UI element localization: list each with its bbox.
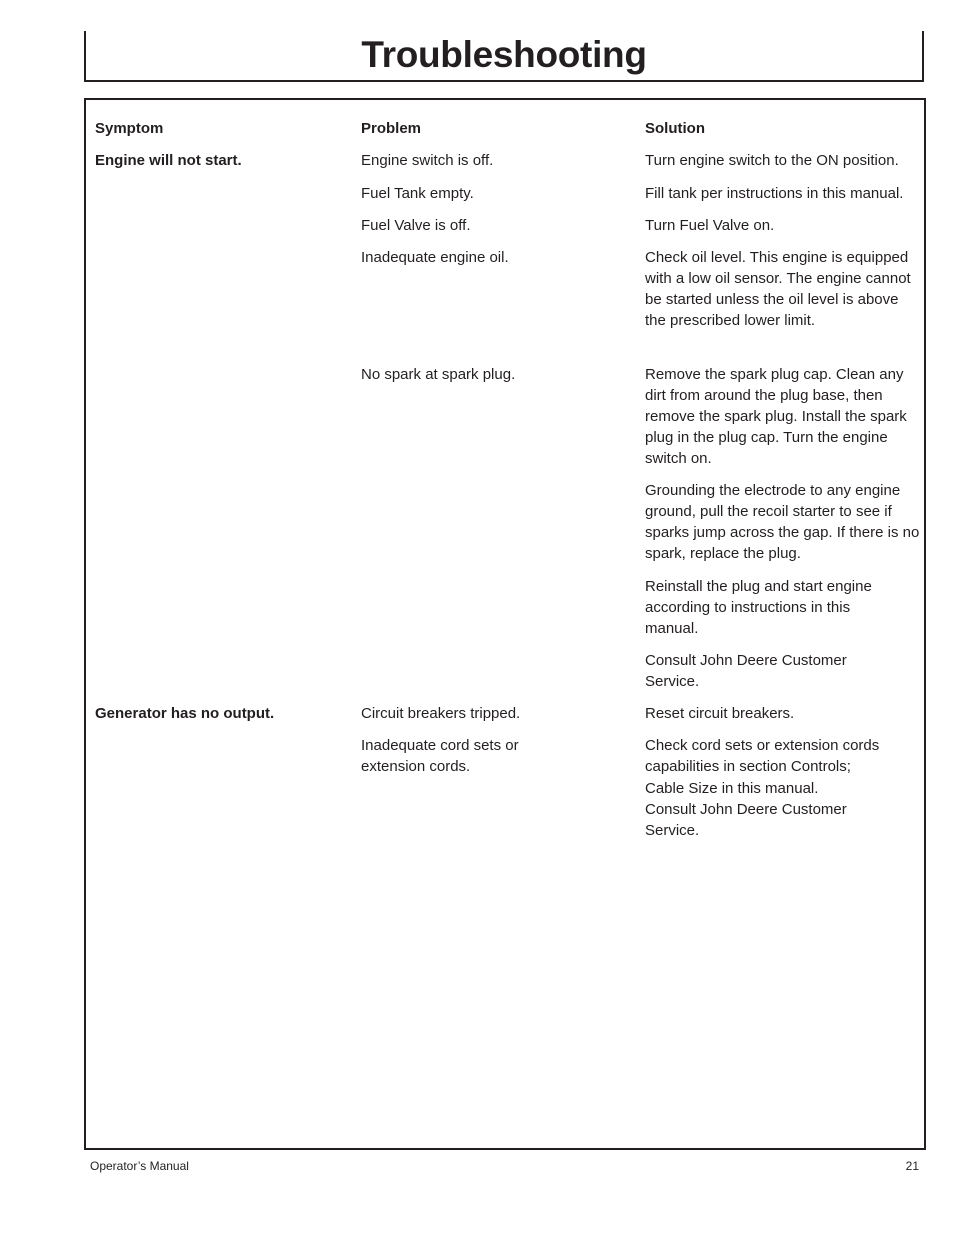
problem-cell: Inadequate cord sets or extension cords. <box>361 737 519 775</box>
title-frame <box>84 31 924 82</box>
solution-cell: Reinstall the plug and start engine according to instructions in this manual. <box>645 578 872 637</box>
header-symptom: Symptom <box>95 120 164 137</box>
solution-cell: Turn engine switch to the ON position. <box>645 152 899 169</box>
solution-cell: Check oil level. This engine is equipped with a low oil sensor. The engine cannot be started unless the oil level is above the prescribed lower limit. <box>645 249 911 329</box>
solution-cell: Grounding the electrode to any engine ground, pull the recoil starter to see if sparks jump across the gap. If there is no spark, replace the plug. <box>645 482 920 562</box>
problem-cell: Engine switch is off. <box>361 152 494 169</box>
solution-cell: Check cord sets or extension cords capabilities in section Controls; <box>645 737 880 775</box>
solution-cell: Remove the spark plug cap. Clean any dirt from around the plug base, then remove the spark plug. Install the spark plug in the plug cap. Turn the engine switch on. <box>645 366 907 467</box>
solution-cell: Turn Fuel Valve on. <box>645 217 775 234</box>
symptom-cell: Engine will not start. <box>95 152 242 169</box>
solution-cell: Fill tank per instructions in this manual. <box>645 185 904 202</box>
solution-cell: Consult John Deere Customer Service. <box>645 652 847 690</box>
problem-cell: No spark at spark plug. <box>361 366 516 383</box>
page-number: 21 <box>905 1159 919 1173</box>
solution-cell: Reset circuit breakers. <box>645 705 795 722</box>
problem-cell: Fuel Valve is off. <box>361 217 471 234</box>
solution-cell: Cable Size in this manual. <box>645 780 819 797</box>
footer-manual-name: Operator’s Manual <box>90 1159 189 1173</box>
solution-cell: Consult John Deere Customer Service. <box>645 801 847 839</box>
problem-cell: Fuel Tank empty. <box>361 185 474 202</box>
page-title: Troubleshooting <box>361 34 647 75</box>
problem-cell: Circuit breakers tripped. <box>361 705 521 722</box>
problem-cell: Inadequate engine oil. <box>361 249 509 266</box>
header-problem: Problem <box>361 120 422 137</box>
symptom-cell: Generator has no output. <box>95 705 275 722</box>
header-solution: Solution <box>645 120 705 137</box>
